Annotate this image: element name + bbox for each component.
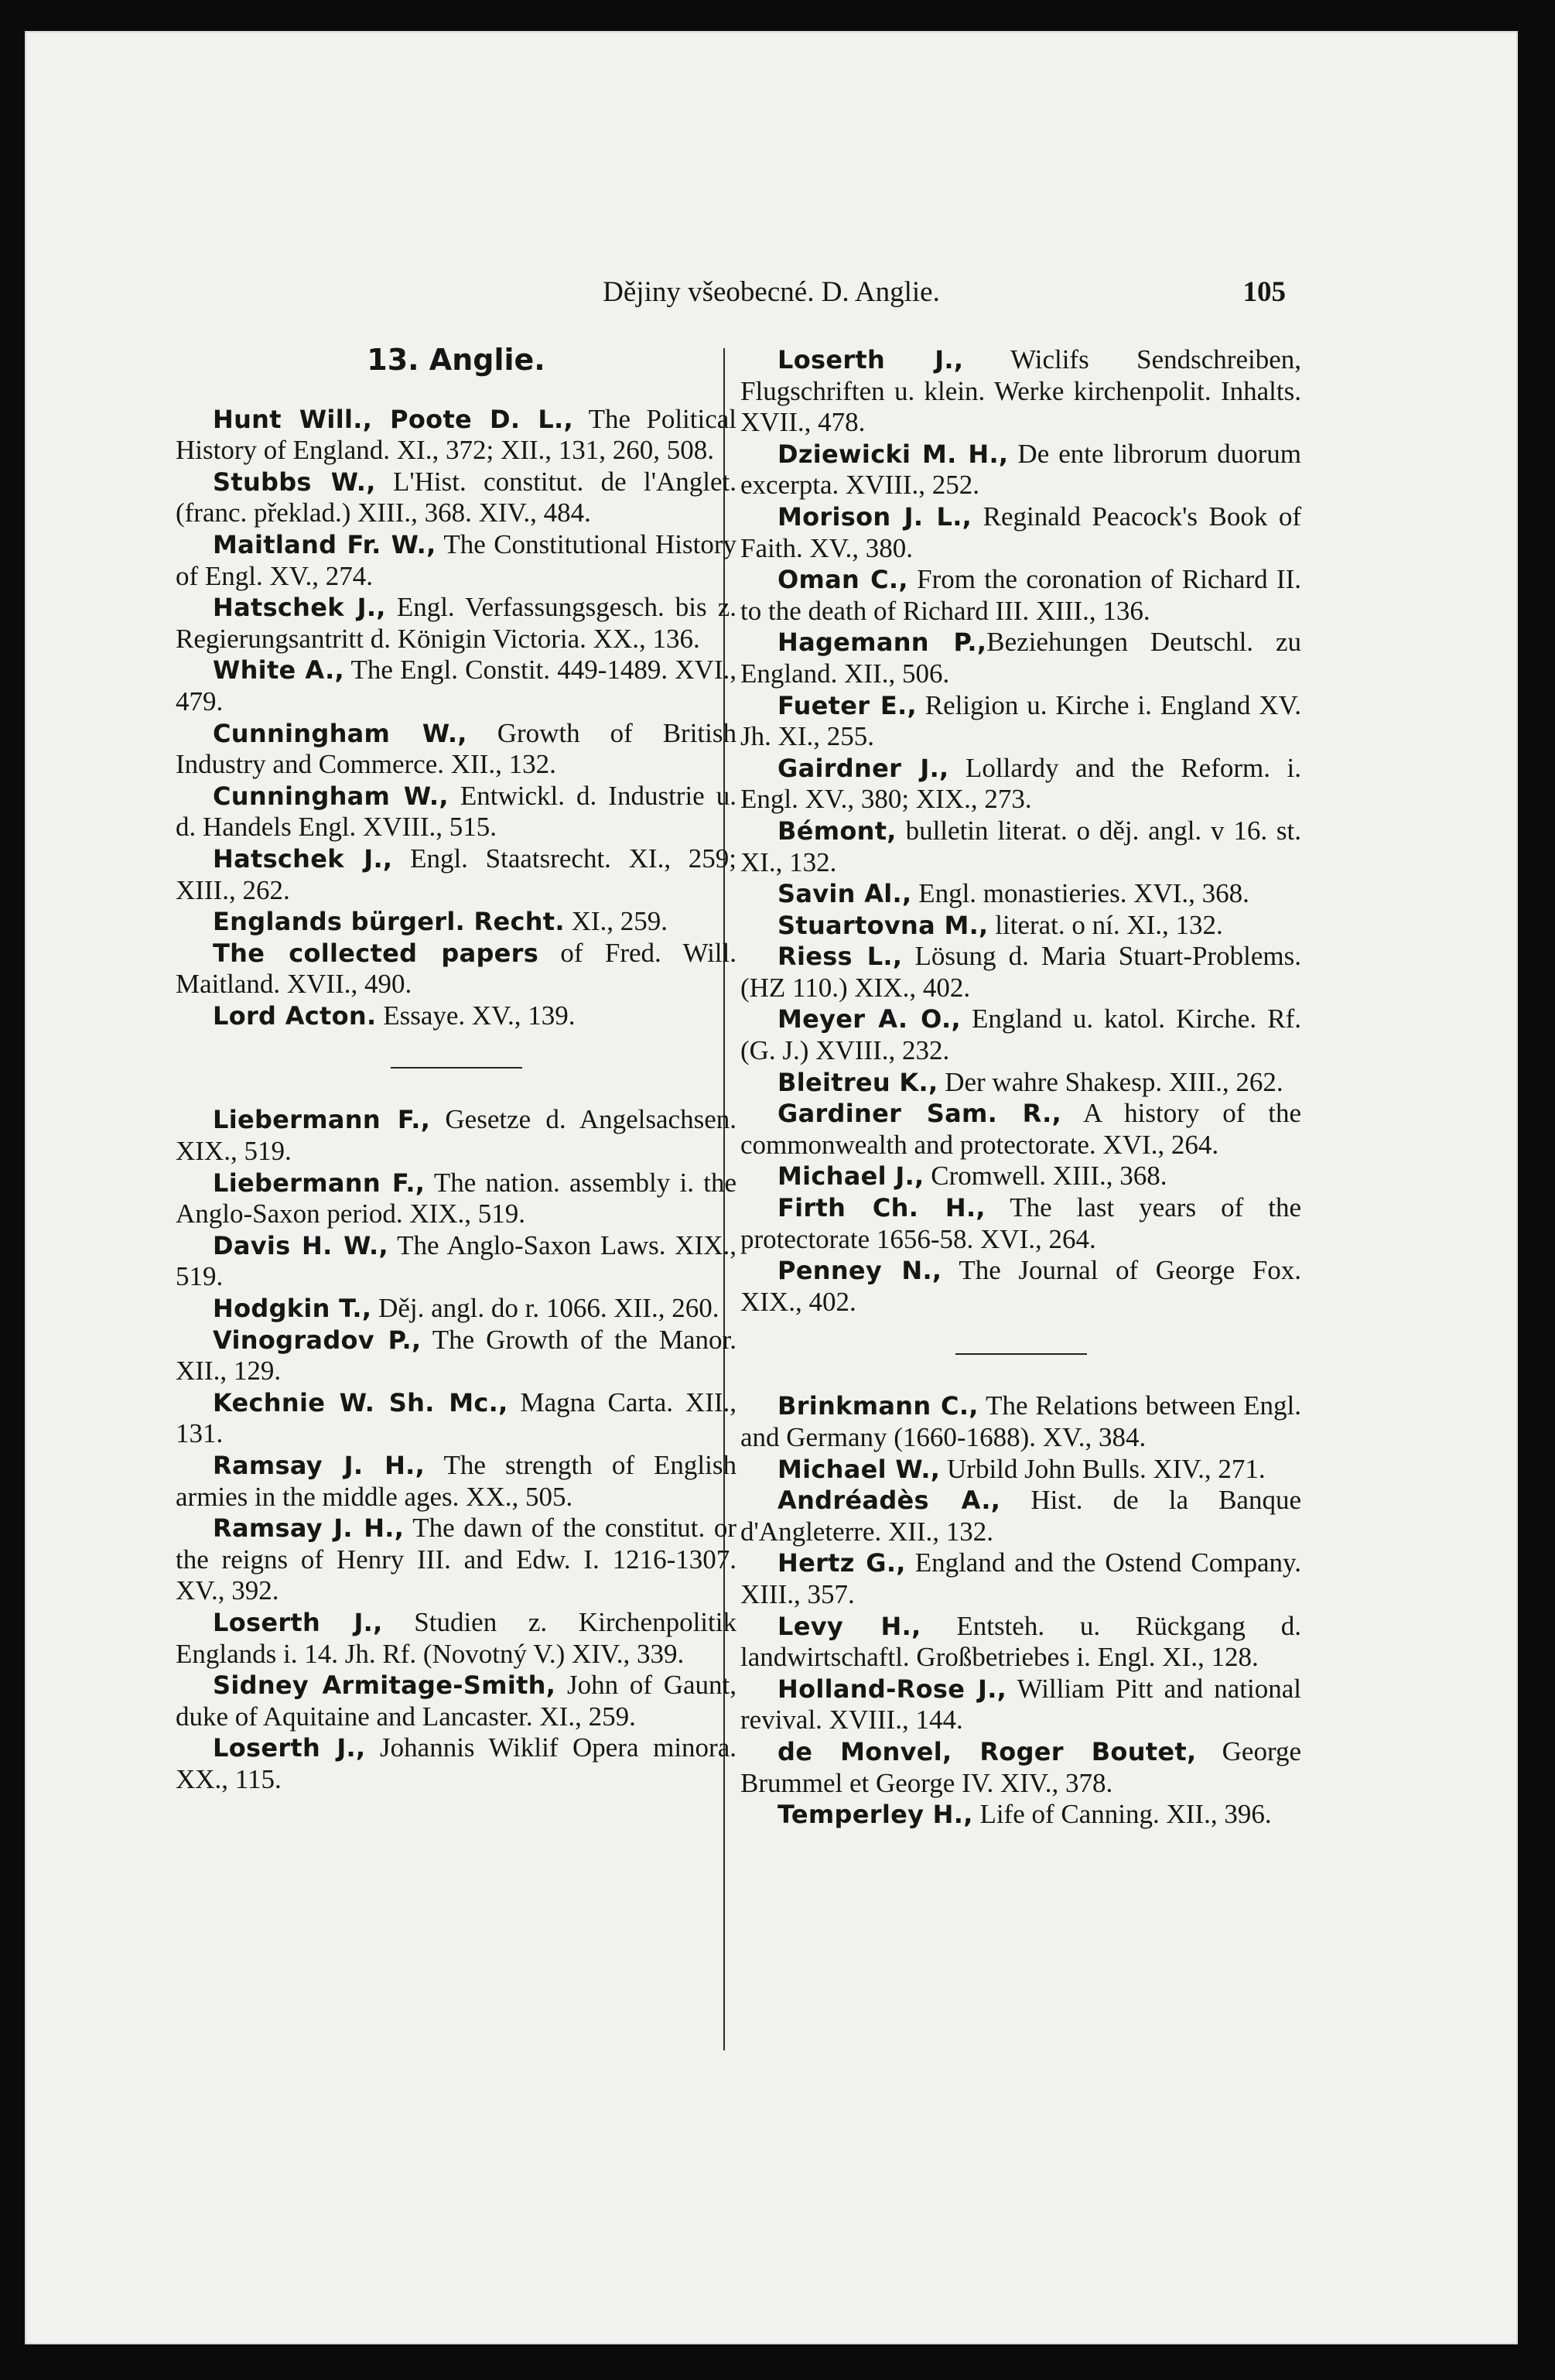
entry-author: Loserth J., (778, 345, 964, 374)
entry-author: Ramsay J. H., (213, 1513, 405, 1544)
entry-text: Studien z. Kirchenpolitik Englands i. 14. Jh. Rf. (Novotný V.) XIV., 339. (176, 1606, 736, 1669)
entry-text: Engl. Verfassungsgesch. bis z. Regierungsantritt d. Königin Victoria. XX., 136. (176, 592, 736, 654)
entry-author: Englands bürgerl. Recht. (213, 907, 565, 937)
bibliography-entry (176, 1450, 736, 1513)
entry-text: Wiclifs Sendschreiben, Flugschriften u. klein. Werke kirchenpolit. Inhalts. XVII., 478. (740, 344, 1301, 438)
entry-author: Andréadès A., (778, 1486, 1001, 1516)
entry-author: Stubbs W., (213, 467, 376, 497)
entry-author: Sidney Armitage-Smith, (213, 1670, 556, 1701)
entry-author: Hagemann P., (778, 627, 987, 658)
entry-text: The Constitutional History of Engl. XV., 274. (176, 528, 736, 591)
entry-author: Holland-Rose J., (778, 1674, 1007, 1704)
entry-text: The Anglo-Saxon Laws. XIX., 519. (176, 1229, 736, 1292)
entry-author: Loserth J., (213, 1733, 366, 1763)
bibliography-entry (176, 1387, 736, 1450)
entry-author: Davis H. W., (213, 1230, 388, 1260)
entry-author: Stuartovna M., (778, 910, 989, 940)
section-rule (955, 1353, 1087, 1355)
bibliography-entry (740, 941, 1301, 1004)
entry-text: A history of the commonwealth and protectorate. XVI., 264. (740, 1098, 1301, 1160)
entry-text: L'Hist. constitut. de l'Anglet. (franc. překlad.) XIII., 368. XIV., 484. (176, 466, 737, 528)
entry-text: Engl. monastieries. XVI., 368. (911, 878, 1249, 909)
bibliography-entry (176, 655, 736, 717)
bibliography-entry (740, 627, 1301, 689)
bibliography-entry (740, 1547, 1301, 1610)
bibliography-entry (740, 1098, 1301, 1161)
entry-text: George Brummel et George IV. XIV., 378. (740, 1735, 1302, 1798)
bibliography-entry (176, 781, 736, 843)
entry-text: bulletin literat. o děj. angl. v 16. st. XI., 132. (740, 815, 1301, 877)
entry-text: Reginald Peacock's Book of Faith. XV., 380. (740, 501, 1301, 563)
entry-text: The Growth of the Manor. XII., 129. (176, 1324, 736, 1387)
bibliography-entry (176, 467, 736, 529)
entry-text: Cromwell. XIII., 368. (924, 1161, 1167, 1192)
bibliography-entry (740, 690, 1301, 753)
bibliography-entry (740, 1611, 1301, 1674)
entry-author: Hodgkin T., (213, 1294, 372, 1324)
bibliography-entry (740, 501, 1301, 564)
entry-text: Beziehungen Deutschl. zu England. XII., 506. (740, 627, 1301, 689)
right-column (740, 344, 1301, 1831)
entry-text: De ente librorum duorum excerpta. XVIII., 252. (740, 438, 1301, 501)
bibliography-entry (740, 564, 1301, 627)
entry-text: Essaye. XV., 139. (376, 1000, 576, 1031)
bibliography-entry (176, 404, 736, 467)
entry-author: Bémont, (778, 816, 897, 846)
entry-text: Religion u. Kirche i. England XV. Jh. XI., 255. (740, 689, 1301, 752)
entry-text: of Fred. Will. Maitland. XVII., 490. (176, 937, 737, 1000)
bibliography-entry (740, 878, 1301, 910)
bibliography-entry (176, 1104, 736, 1167)
section-title: 13. Anglie. (367, 343, 545, 377)
entry-text: The Engl. Constit. 449-1489. XVI., 479. (176, 655, 736, 716)
running-title: Dějiny všeobecné. D. Anglie. (603, 276, 940, 308)
bibliography-entry (740, 1485, 1301, 1547)
bibliography-entry (176, 1607, 736, 1670)
entry-text: The dawn of the constitut. or the reigns of Henry III. and Edw. I. 1216-1307. XV., 392. (176, 1513, 737, 1606)
entry-text: The nation. assembly i. the Anglo-Saxon period. XIX., 519. (176, 1167, 736, 1229)
bibliography-entry (176, 592, 736, 655)
entry-text: Lollardy and the Reform. i. Engl. XV., 380; XIX., 273. (740, 752, 1301, 815)
entry-group (740, 1390, 1301, 1830)
entry-text: The last years of the protectorate 1656-58. XVI., 264. (740, 1192, 1301, 1254)
entry-author: Riess L., (778, 942, 903, 972)
entry-author: Temperley H., (778, 1800, 973, 1830)
bibliography-entry (740, 344, 1301, 439)
entry-author: Michael W., (778, 1454, 941, 1484)
entry-author: Lord Acton. (213, 1000, 377, 1031)
entry-text: Entwickl. d. Industrie u. d. Handels Engl. XVIII., 515. (176, 780, 736, 843)
entry-author: Michael J., (778, 1161, 924, 1192)
entry-text: Lösung d. Maria Stuart-Problems. (HZ 110.) XIX., 402. (740, 941, 1301, 1003)
entry-text: England and the Ostend Company. XIII., 357. (740, 1547, 1302, 1609)
entry-author: Gardiner Sam. R., (778, 1099, 1062, 1129)
entry-text: Gesetze d. Angelsachsen. XIX., 519. (176, 1104, 737, 1167)
bibliography-entry (176, 1513, 736, 1607)
entry-group (176, 404, 736, 1032)
entry-author: Oman C., (778, 565, 908, 595)
entry-text: William Pitt and national revival. XVIII., 144. (740, 1673, 1301, 1735)
entry-author: Bleitreu K., (778, 1067, 938, 1097)
entry-author: Meyer A. O., (778, 1004, 961, 1034)
running-head (25, 271, 1518, 317)
entry-author: Hunt Will., Poote D. L., (213, 404, 573, 434)
bibliography-entry (176, 1168, 736, 1230)
bibliography-entry (740, 1674, 1301, 1736)
bibliography-entry (740, 1454, 1301, 1486)
bibliography-entry (176, 906, 736, 938)
entry-text: England u. katol. Kirche. Rf. (G. J.) XVIII., 232. (740, 1004, 1301, 1066)
entry-text: literat. o ní. XI., 132. (988, 909, 1223, 940)
book-page (25, 31, 1518, 2344)
bibliography-entry (176, 843, 736, 906)
entry-author: Cunningham W., (213, 718, 467, 748)
entry-author: Brinkmann C., (778, 1391, 979, 1421)
entry-author: Morison J. L., (778, 501, 972, 532)
entry-text: Growth of British Industry and Commerce. XII., 132. (176, 717, 736, 780)
entry-author: Fueter E., (778, 690, 917, 720)
bibliography-entry (740, 1736, 1301, 1799)
bibliography-entry (176, 1732, 736, 1795)
entry-author: Dziewicki M. H., (778, 439, 1009, 469)
entry-text: Life of Canning. XII., 396. (972, 1799, 1272, 1830)
entry-author: Liebermann F., (213, 1105, 431, 1135)
entry-author: The collected papers (213, 938, 539, 968)
entry-text: Děj. angl. do r. 1066. XII., 260. (371, 1293, 719, 1324)
bibliography-entry (740, 910, 1301, 942)
bibliography-entry (740, 753, 1301, 816)
entry-author: Hatschek J., (213, 843, 393, 874)
bibliography-entry (740, 439, 1301, 501)
entry-author: Ramsay J. H., (213, 1451, 425, 1480)
entry-text: Urbild John Bulls. XIV., 271. (940, 1453, 1266, 1484)
bibliography-entry (176, 1325, 736, 1387)
entry-text: The Political History of England. XI., 372; XII., 131, 260, 508. (176, 403, 737, 466)
entry-author: White A., (213, 655, 344, 686)
entry-text: Entsteh. u. Rückgang d. landwirtschaftl. Großbetriebes i. Engl. XI., 128. (740, 1610, 1301, 1673)
bibliography-entry (740, 1192, 1301, 1255)
entry-author: Kechnie W. Sh. Mc., (213, 1387, 508, 1417)
entry-author: Vinogradov P., (213, 1325, 422, 1355)
entry-author: Liebermann F., (213, 1168, 425, 1198)
entry-text: John of Gaunt, duke of Aquitaine and Lancaster. XI., 259. (176, 1670, 736, 1732)
bibliography-entry (176, 1000, 736, 1032)
entry-text: Hist. de la Banque d'Angleterre. XII., 132. (740, 1485, 1301, 1547)
bibliography-entry (740, 816, 1301, 878)
bibliography-entry (740, 1067, 1301, 1099)
entry-text: XI., 259. (564, 906, 668, 937)
entry-group (176, 1104, 736, 1795)
entry-author: Penney N., (778, 1256, 942, 1286)
page-number: 105 (1242, 276, 1286, 308)
entry-author: Levy H., (778, 1611, 921, 1641)
entry-text: Magna Carta. XII., 131. (176, 1387, 736, 1449)
entry-author: Maitland Fr. W., (213, 529, 436, 559)
entry-author: Loserth J., (213, 1607, 383, 1637)
entry-author: Hertz G., (778, 1548, 906, 1578)
bibliography-entry (176, 529, 736, 592)
entry-author: Cunningham W., (213, 781, 449, 811)
bibliography-entry (176, 1293, 736, 1325)
bibliography-entry (740, 1390, 1301, 1453)
entry-text: Johannis Wiklif Opera minora. XX., 115. (176, 1732, 736, 1794)
entry-text: Engl. Staatsrecht. XI., 259; XIII., 262. (176, 843, 736, 905)
bibliography-entry (740, 1799, 1301, 1831)
section-rule (391, 1067, 522, 1069)
bibliography-entry (176, 1670, 736, 1732)
bibliography-entry (176, 938, 736, 1000)
bibliography-entry (176, 1230, 736, 1293)
bibliography-entry (740, 1255, 1301, 1318)
bibliography-entry (740, 1004, 1301, 1066)
entry-text: The Relations between Engl. and Germany (1660-1688). XV., 384. (740, 1390, 1301, 1452)
entry-text: From the coronation of Richard II. to the death of Richard III. XIII., 136. (740, 564, 1301, 626)
entry-author: Firth Ch. H., (778, 1193, 986, 1223)
entry-author: de Monvel, Roger Boutet, (778, 1736, 1197, 1766)
entry-text: Der wahre Shakesp. XIII., 262. (938, 1066, 1283, 1097)
entry-author: Savin Al., (778, 879, 912, 909)
entry-text: The Journal of George Fox. XIX., 402. (740, 1255, 1302, 1317)
entry-text: The strength of English armies in the middle ages. XX., 505. (176, 1450, 736, 1512)
left-column (176, 344, 736, 1796)
bibliography-entry (740, 1161, 1301, 1192)
bibliography-entry (176, 718, 736, 781)
entry-group (740, 344, 1301, 1318)
entry-author: Hatschek J., (213, 593, 386, 623)
entry-author: Gairdner J., (778, 753, 949, 783)
